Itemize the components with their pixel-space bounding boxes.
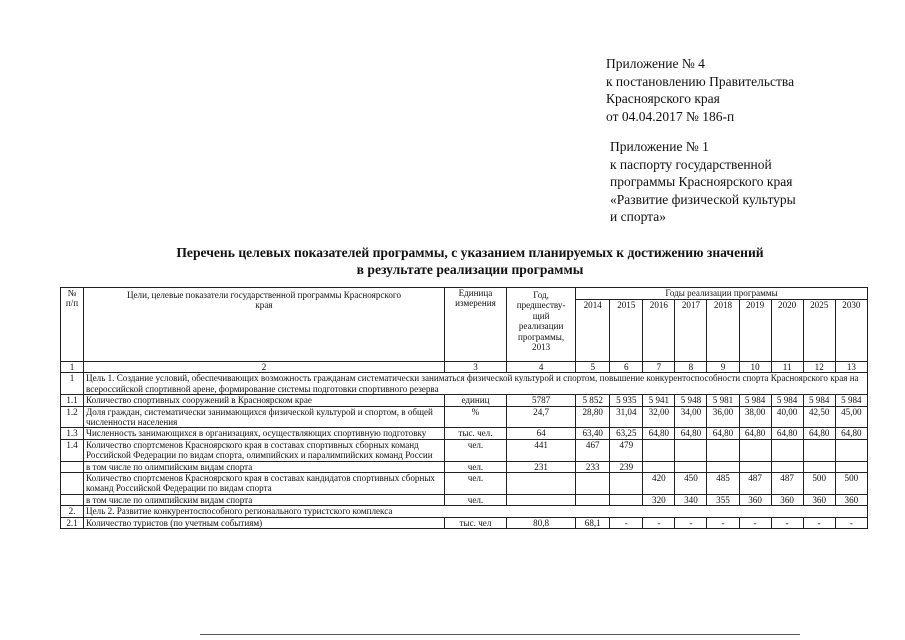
row-number: 1.3 [61, 428, 84, 439]
indicator-base-value: 231 [507, 461, 576, 472]
indicator-value: 5 941 [643, 395, 675, 406]
indicator-name: в том числе по олимпийским видам спорта [84, 494, 445, 505]
table-row [61, 473, 868, 495]
indicator-unit: чел. [444, 494, 506, 505]
table-row [61, 395, 868, 406]
indicator-value: 500 [835, 473, 867, 495]
indicator-value: 40,00 [771, 406, 803, 428]
indicator-value: 68,1 [576, 517, 610, 528]
indicator-value [675, 461, 707, 472]
header-year: 2019 [739, 300, 771, 362]
header-year: 2030 [835, 300, 867, 362]
indicator-base-value: 441 [507, 439, 576, 461]
column-number: 2 [84, 362, 445, 373]
indicator-value [675, 439, 707, 461]
header-year: 2014 [576, 300, 610, 362]
indicator-value: 5 984 [739, 395, 771, 406]
column-number: 12 [803, 362, 835, 373]
indicator-value: - [643, 517, 675, 528]
title-line-1: Перечень целевых показателей программы, с указанием планируемых к достижению значений [176, 245, 764, 260]
indicator-value: - [835, 517, 867, 528]
table-row [61, 461, 868, 472]
row-number: 1.2 [61, 406, 84, 428]
indicator-value: 485 [707, 473, 739, 495]
row-number [61, 473, 84, 495]
indicator-value: 5 984 [835, 395, 867, 406]
indicator-value [707, 439, 739, 461]
header-year: 2017 [675, 300, 707, 362]
row-number: 1.1 [61, 395, 84, 406]
column-number: 6 [610, 362, 643, 373]
document-title [120, 244, 820, 278]
indicator-value: 360 [835, 494, 867, 505]
indicator-name: Количество спортивных сооружений в Красноярском крае [84, 395, 445, 406]
indicator-value: 64,80 [675, 428, 707, 439]
indicator-unit: тыс. чел [444, 517, 506, 528]
indicator-unit: тыс. чел. [444, 428, 506, 439]
indicator-value [835, 461, 867, 472]
indicator-base-value [507, 473, 576, 495]
column-number: 11 [771, 362, 803, 373]
indicators-table [60, 287, 868, 529]
indicator-value: 64,80 [771, 428, 803, 439]
indicator-value: 38,00 [739, 406, 771, 428]
indicator-base-value: 24,7 [507, 406, 576, 428]
indicator-value: 5 984 [803, 395, 835, 406]
row-number [61, 461, 84, 472]
indicator-value [576, 494, 610, 505]
indicator-value: 5 852 [576, 395, 610, 406]
appendix-1-line: и спорта» [610, 209, 666, 225]
header-years-group: Годы реализации программы [576, 288, 868, 300]
indicator-value [803, 439, 835, 461]
indicator-value: 450 [675, 473, 707, 495]
table-row [61, 517, 868, 528]
indicator-value: 479 [610, 439, 643, 461]
column-number: 5 [576, 362, 610, 373]
indicator-base-value [507, 494, 576, 505]
indicator-value [739, 439, 771, 461]
column-number: 3 [444, 362, 506, 373]
indicator-value: 64,80 [643, 428, 675, 439]
indicator-value: 64,80 [835, 428, 867, 439]
indicator-value: - [803, 517, 835, 528]
indicator-value: 5 948 [675, 395, 707, 406]
indicator-value: 487 [739, 473, 771, 495]
table-row [61, 439, 868, 461]
indicator-value: 467 [576, 439, 610, 461]
indicator-value: 360 [771, 494, 803, 505]
column-number: 1 [61, 362, 84, 373]
indicator-value: 63,25 [610, 428, 643, 439]
appendix-1-line: Приложение № 1 [610, 139, 709, 154]
indicator-value: - [707, 517, 739, 528]
indicator-value: 32,00 [643, 406, 675, 428]
indicator-unit: чел. [444, 473, 506, 495]
indicator-value: 420 [643, 473, 675, 495]
indicator-value: - [675, 517, 707, 528]
indicator-value: 5 981 [707, 395, 739, 406]
goal-row [61, 506, 868, 517]
indicator-unit: чел. [444, 461, 506, 472]
indicator-value: 28,80 [576, 406, 610, 428]
indicator-value: 64,80 [803, 428, 835, 439]
indicator-value [643, 461, 675, 472]
indicator-name: в том числе по олимпийским видам спорта [84, 461, 445, 472]
indicator-value: 487 [771, 473, 803, 495]
appendix-4-line: от 04.04.2017 № 186-п [606, 108, 735, 124]
column-number: 7 [643, 362, 675, 373]
indicator-value: 340 [675, 494, 707, 505]
indicator-name: Численность занимающихся в организациях, осуществляющих спортивную подготовку [84, 428, 445, 439]
indicator-unit: единиц [444, 395, 506, 406]
header-num: № п/п [61, 288, 84, 362]
indicator-base-value: 64 [507, 428, 576, 439]
goal-text: Цель 2. Развитие конкурентоспособного регионального туристского комплекса [84, 506, 868, 517]
indicator-value [803, 461, 835, 472]
indicator-value: 320 [643, 494, 675, 505]
indicator-base-value: 5787 [507, 395, 576, 406]
indicator-value: 45,00 [835, 406, 867, 428]
indicator-name: Количество спортсменов Красноярского края в составах кандидатов спортивных сборных команд Российской Федерации по видам спорта [84, 473, 445, 495]
indicator-value: - [610, 517, 643, 528]
header-goals: Цели, целевые показатели государственной программы Красноярского края [84, 288, 445, 362]
indicator-value: 34,00 [675, 406, 707, 428]
indicator-value [739, 461, 771, 472]
indicator-value [707, 461, 739, 472]
indicator-value: 31,04 [610, 406, 643, 428]
header-base-year: Год, предшеству-щий реализации программы, 2013 [507, 288, 576, 362]
appendix-4-line: Приложение № 4 [606, 56, 705, 71]
indicator-value: 63,40 [576, 428, 610, 439]
appendix-1-line: «Развитие физической культуры [610, 191, 796, 207]
header-year: 2025 [803, 300, 835, 362]
indicator-value [835, 439, 867, 461]
indicator-value: 360 [739, 494, 771, 505]
indicator-value: 64,80 [739, 428, 771, 439]
indicator-base-value: 80,8 [507, 517, 576, 528]
row-number: 1 [61, 373, 84, 395]
indicator-name: Количество спортсменов Красноярского края в составах спортивных сборных команд Российской Федерации по видам спорта, олимпийских и паралимпийских команд России [84, 439, 445, 461]
table-row [61, 494, 868, 505]
title-line-2: в результате реализации программы [356, 262, 584, 277]
indicator-value: - [739, 517, 771, 528]
column-number: 13 [835, 362, 867, 373]
appendix-4-line: Красноярского края [606, 91, 720, 107]
indicator-value [576, 473, 610, 495]
indicator-value [610, 473, 643, 495]
column-number: 8 [675, 362, 707, 373]
indicator-value [643, 439, 675, 461]
table-row [61, 428, 868, 439]
goal-text: Цель 1. Создание условий, обеспечивающих возможность гражданам систематически заниматься физической культурой и спортом, повышение конкурентоспособности спорта Красноярского края на всероссийской спортивной арене, формирование системы подготовки спортивного резерва [84, 373, 868, 395]
indicator-value [610, 494, 643, 505]
indicator-value: 64,80 [707, 428, 739, 439]
page-bottom-rule [200, 634, 800, 635]
header-unit: Единица измерения [444, 288, 506, 362]
header-year: 2020 [771, 300, 803, 362]
indicator-value: 42,50 [803, 406, 835, 428]
indicator-value [771, 461, 803, 472]
indicator-value: 355 [707, 494, 739, 505]
indicator-value: 239 [610, 461, 643, 472]
header-year: 2018 [707, 300, 739, 362]
row-number: 1.4 [61, 439, 84, 461]
indicator-value: - [771, 517, 803, 528]
indicator-name: Количество туристов (по учетным событиям) [84, 517, 445, 528]
appendix-1-line: к паспорту государственной [610, 156, 772, 172]
appendix-1-line: программы Красноярского края [610, 174, 793, 190]
column-number: 10 [739, 362, 771, 373]
appendix-1-block [610, 138, 796, 226]
goal-row [61, 373, 868, 395]
indicator-value: 233 [576, 461, 610, 472]
column-number: 4 [507, 362, 576, 373]
row-number: 2. [61, 506, 84, 517]
row-number: 2.1 [61, 517, 84, 528]
indicator-unit: чел. [444, 439, 506, 461]
indicator-unit: % [444, 406, 506, 428]
indicator-value [771, 439, 803, 461]
header-year: 2015 [610, 300, 643, 362]
indicator-value: 5 935 [610, 395, 643, 406]
indicator-value: 5 984 [771, 395, 803, 406]
table-row [61, 406, 868, 428]
indicator-value: 500 [803, 473, 835, 495]
header-year: 2016 [643, 300, 675, 362]
appendix-4-line: к постановлению Правительства [606, 73, 795, 89]
indicator-name: Доля граждан, систематически занимающихся физической культурой и спортом, в общей численности населения [84, 406, 445, 428]
indicator-value: 36,00 [707, 406, 739, 428]
column-number: 9 [707, 362, 739, 373]
indicator-value: 360 [803, 494, 835, 505]
appendix-4-block [606, 55, 794, 125]
row-number [61, 494, 84, 505]
